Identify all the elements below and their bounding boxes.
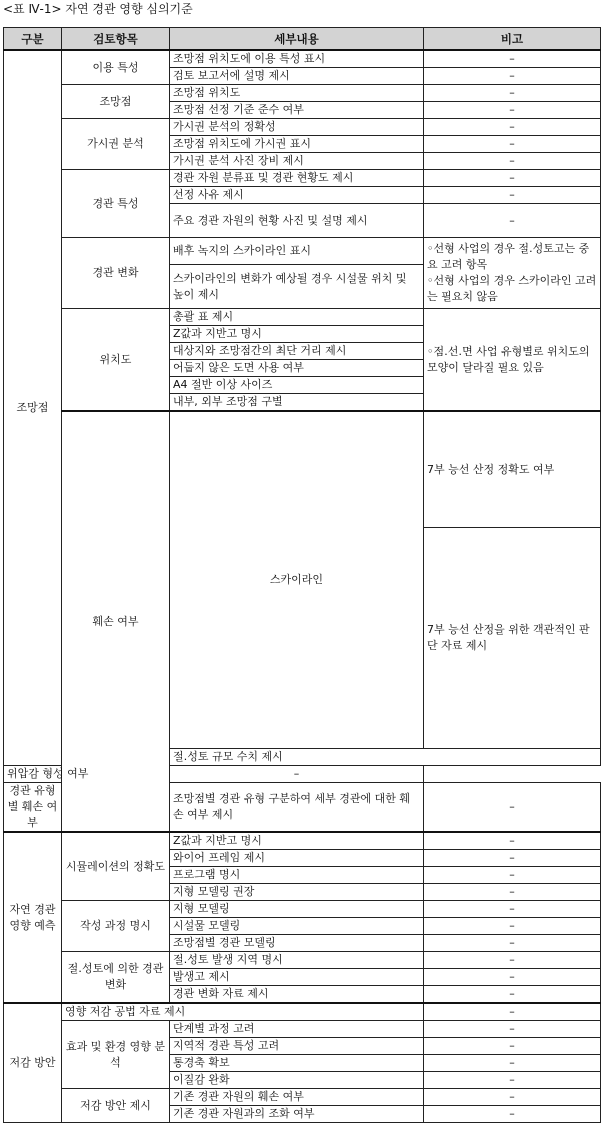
detail: 7부 능선 산정 정확도 여부 bbox=[424, 411, 601, 528]
detail: 와이어 프레임 제시 bbox=[170, 850, 424, 867]
table-caption: <표 Ⅳ-1> 자연 경관 영향 심의기준 bbox=[3, 2, 193, 16]
note-line: ◦선형 사업의 경우 스카이라인 고려는 필요치 않음 bbox=[427, 274, 597, 303]
remark-dash: – bbox=[424, 918, 601, 935]
remark-note-linear-project bbox=[424, 238, 601, 309]
remark-dash: – bbox=[170, 766, 424, 783]
remark-dash: – bbox=[424, 1038, 601, 1055]
detail: 스카이라인의 변화가 예상될 경우 시설물 위치 및 높이 제시 bbox=[170, 265, 424, 309]
remark-dash: – bbox=[424, 1021, 601, 1038]
detail: 프로그램 명시 bbox=[170, 867, 424, 884]
detail: 7부 능선 산정을 위한 객관적인 판단 자료 제시 bbox=[424, 528, 601, 749]
remark-dash: – bbox=[424, 832, 601, 850]
detail: 가시권 분석 사진 장비 제시 bbox=[170, 153, 424, 170]
remark-dash: – bbox=[424, 850, 601, 867]
detail: 조망점별 경관 유형 구분하여 세부 경관에 대한 훼손 여부 제시 bbox=[170, 783, 424, 833]
item-use-characteristics: 이용 특성 bbox=[62, 50, 170, 85]
detail: 경관 자원 분류표 및 경관 현황도 제시 bbox=[170, 170, 424, 187]
item-cut-fill-scale: 절․성토 규모 수치 제시 bbox=[170, 749, 601, 766]
remark-dash: – bbox=[424, 1106, 601, 1123]
header-remarks: 비고 bbox=[424, 28, 601, 51]
detail: 이질감 완화 bbox=[170, 1072, 424, 1089]
detail: 지형 모델링 권장 bbox=[170, 884, 424, 901]
remark-dash: – bbox=[424, 187, 601, 204]
detail: 대상지와 조망점간의 최단 거리 제시 bbox=[170, 343, 424, 360]
remark-dash: – bbox=[424, 1089, 601, 1106]
detail: A4 절반 이상 사이즈 bbox=[170, 377, 424, 394]
remark-dash: – bbox=[424, 204, 601, 238]
remark-dash: – bbox=[424, 1072, 601, 1089]
remark-dash: – bbox=[424, 85, 601, 102]
detail: 어둡지 않은 도면 사용 여부 bbox=[170, 360, 424, 377]
detail: 기존 경관 자원과의 조화 여부 bbox=[170, 1106, 424, 1123]
note-line: ◦선형 사업의 경우 절․성토고는 중요 고려 항목 bbox=[427, 242, 590, 271]
category-damage: 훼손 여부 bbox=[62, 411, 170, 832]
detail: Z값과 지반고 명시 bbox=[170, 832, 424, 850]
detail: 조망점 선정 기준 준수 여부 bbox=[170, 102, 424, 119]
header-category: 구분 bbox=[4, 28, 62, 51]
remark-dash: – bbox=[424, 783, 601, 833]
item-visibility-analysis: 가시권 분석 bbox=[62, 119, 170, 170]
remark-dash: – bbox=[424, 102, 601, 119]
detail: 선정 사유 제시 bbox=[170, 187, 424, 204]
remark-dash: – bbox=[424, 68, 601, 85]
detail: 총괄 표 제시 bbox=[170, 309, 424, 326]
item-simulation-accuracy: 시뮬레이션의 정확도 bbox=[62, 832, 170, 901]
item-landscape-change: 경관 변화 bbox=[62, 238, 170, 309]
remark-dash: – bbox=[424, 901, 601, 918]
header-detail: 세부내용 bbox=[170, 28, 424, 51]
detail: 시설물 모델링 bbox=[170, 918, 424, 935]
remark-dash: – bbox=[424, 867, 601, 884]
detail: 단계별 과정 고려 bbox=[170, 1021, 424, 1038]
item-landscape-characteristics: 경관 특성 bbox=[62, 170, 170, 238]
item-viewpoint: 조망점 bbox=[62, 85, 170, 119]
detail: 경관 변화 자료 제시 bbox=[170, 986, 424, 1004]
detail: 지역적 경관 특성 고려 bbox=[170, 1038, 424, 1055]
detail: 조망점 위치도에 가시권 표시 bbox=[170, 136, 424, 153]
header-review-item: 검토항목 bbox=[62, 28, 170, 51]
detail: 주요 경관 자원의 현황 사진 및 설명 제시 bbox=[170, 204, 424, 238]
item-process-specification: 작성 과정 명시 bbox=[62, 901, 170, 952]
remark-dash: – bbox=[424, 119, 601, 136]
detail: 조망점 위치도에 이용 특성 표시 bbox=[170, 50, 424, 68]
remark-dash: – bbox=[424, 1055, 601, 1072]
item-mitigation-proposal: 저감 방안 제시 bbox=[62, 1089, 170, 1123]
item-skyline: 스카이라인 bbox=[170, 411, 424, 749]
detail: 지형 모델링 bbox=[170, 901, 424, 918]
detail: 발생고 제시 bbox=[170, 969, 424, 986]
detail: 통경축 확보 bbox=[170, 1055, 424, 1072]
remark-dash: – bbox=[424, 170, 601, 187]
detail: 기존 경관 자원의 훼손 여부 bbox=[170, 1089, 424, 1106]
item-oppressiveness: 위압감 형성 여부 bbox=[4, 766, 170, 783]
review-criteria-table bbox=[3, 27, 601, 1123]
detail: Z값과 지반고 명시 bbox=[170, 326, 424, 343]
remark-dash: – bbox=[424, 986, 601, 1004]
category-mitigation: 저감 방안 bbox=[4, 1003, 62, 1123]
detail: 가시권 분석의 정확성 bbox=[170, 119, 424, 136]
category-viewpoint: 조망점 bbox=[4, 50, 62, 766]
category-impact-prediction: 자연 경관 영향 예측 bbox=[4, 832, 62, 1003]
item-location-map: 위치도 bbox=[62, 309, 170, 412]
note-line: ◦점․선․면 사업 유형별로 위치도의 모양이 달라질 필요 있음 bbox=[427, 344, 590, 374]
detail: 내부, 외부 조망점 구별 bbox=[170, 394, 424, 412]
remark-note-project-type bbox=[424, 309, 601, 412]
remark-dash: – bbox=[424, 969, 601, 986]
remark-dash: – bbox=[424, 935, 601, 952]
item-effect-analysis: 효과 및 환경 영향 분석 bbox=[62, 1021, 170, 1089]
remark-dash: – bbox=[424, 952, 601, 969]
detail: 검토 보고서에 설명 제시 bbox=[170, 68, 424, 85]
remark-dash: – bbox=[424, 136, 601, 153]
item-mitigation-method-data: 영향 저감 공법 자료 제시 bbox=[62, 1003, 424, 1021]
item-cut-fill-landscape-change: 절․성토에 의한 경관 변화 bbox=[62, 952, 170, 1004]
remark-dash: – bbox=[424, 884, 601, 901]
detail: 배후 녹지의 스카이라인 표시 bbox=[170, 238, 424, 265]
detail: 조망점별 경관 모델링 bbox=[170, 935, 424, 952]
item-damage-by-type: 경관 유형별 훼손 여부 bbox=[4, 783, 62, 833]
remark-dash: – bbox=[424, 1003, 601, 1021]
detail: 조망점 위치도 bbox=[170, 85, 424, 102]
remark-dash: – bbox=[424, 50, 601, 68]
header-row bbox=[4, 28, 601, 51]
detail: 절․성토 발생 지역 명시 bbox=[170, 952, 424, 969]
remark-dash: – bbox=[424, 153, 601, 170]
